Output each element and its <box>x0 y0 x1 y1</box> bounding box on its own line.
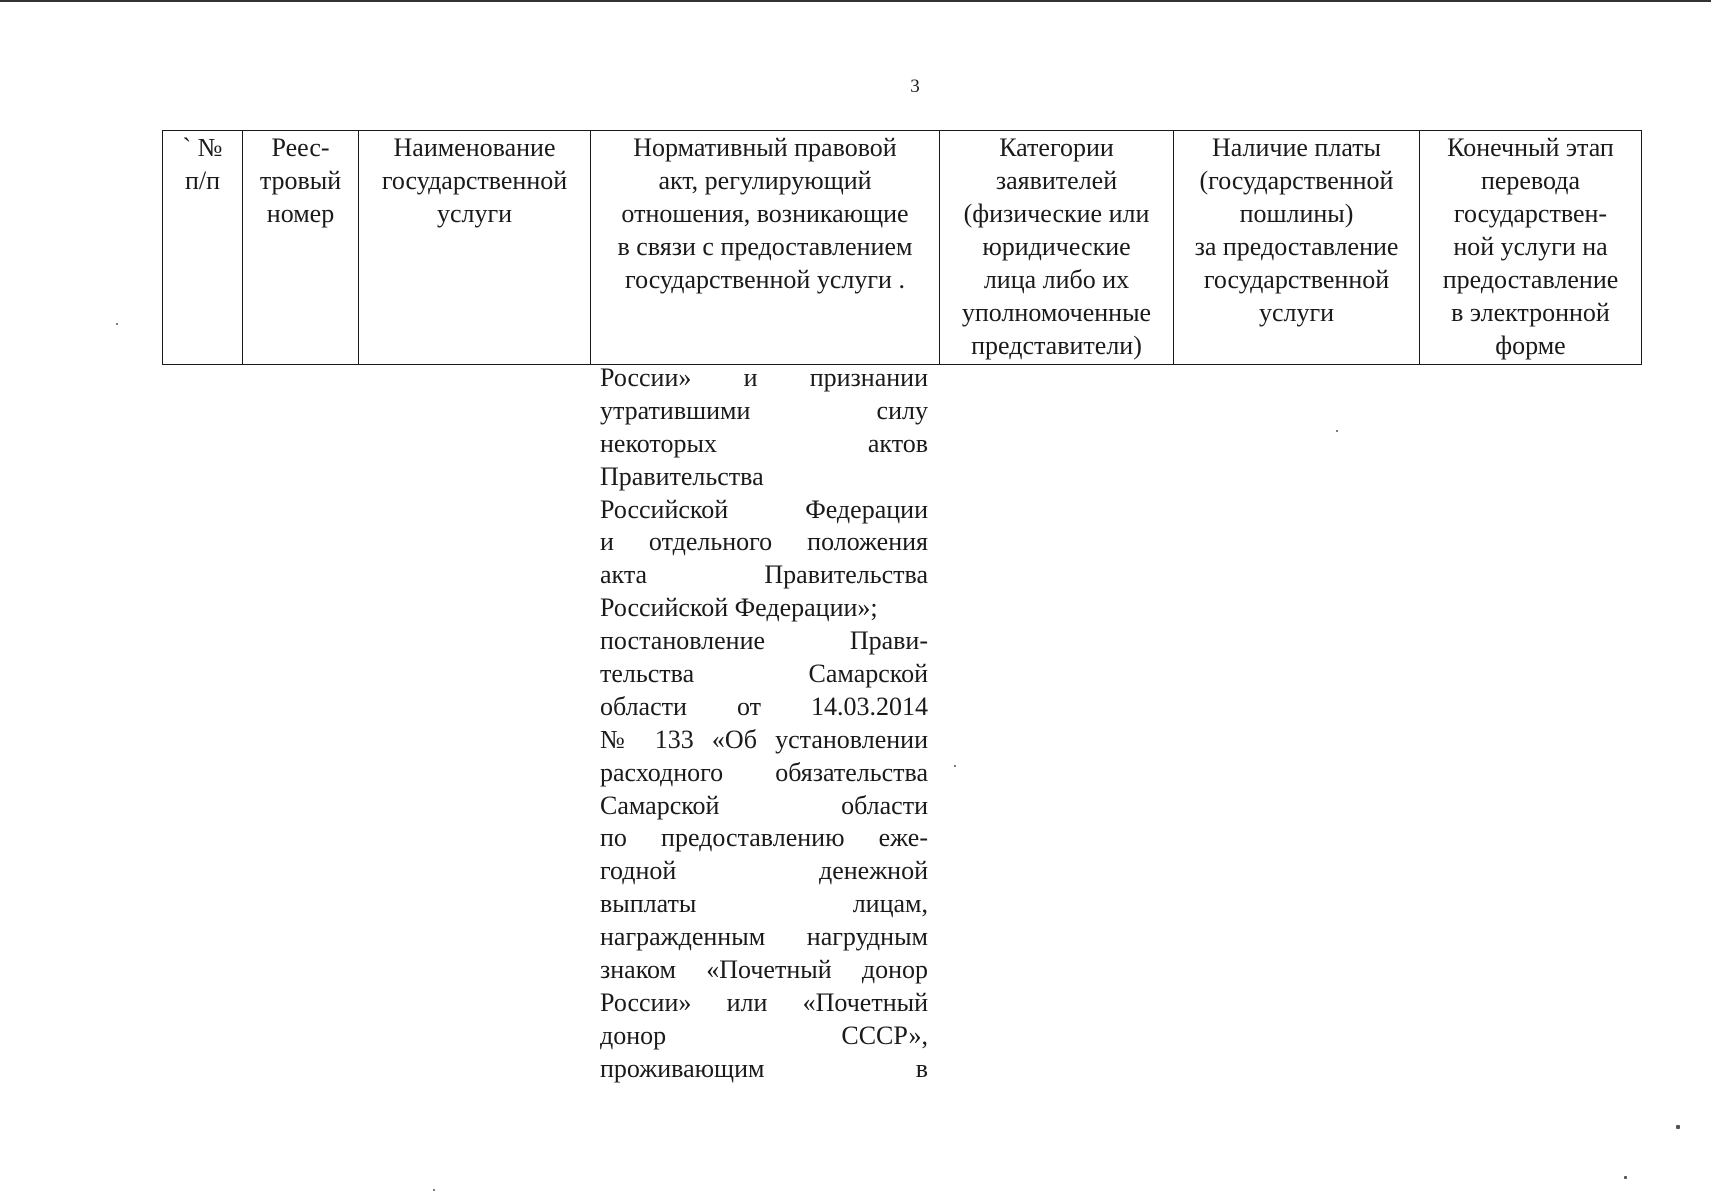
text-line: расходного обязательства <box>600 757 928 787</box>
table-header-row <box>163 131 1642 365</box>
services-table-header <box>162 130 1642 365</box>
text-line: выплаты лицам, <box>600 889 928 919</box>
header-cell-legal-act: Нормативный правовой акт, регулирующий отношения, возникающие в связи с предоставлением государственной услуги . <box>591 131 940 365</box>
scan-speck <box>1336 430 1338 432</box>
header-cell-service-name: Наименование государственной услуги <box>359 131 591 365</box>
scan-speck <box>1676 1125 1680 1129</box>
text-line: Российской Федерации <box>600 494 928 524</box>
page-number: 3 <box>910 76 920 97</box>
text-line: Правительства <box>600 461 764 491</box>
text-line: награжденным нагрудным <box>600 922 928 952</box>
text-line: некоторых актов <box>600 428 928 458</box>
text-line: акта Правительства <box>600 560 928 590</box>
text-line: знаком «Почетный донор <box>600 955 928 985</box>
header-cell-registry-number: Реес- тровый номер <box>243 131 359 365</box>
text-line: постановление Прави- <box>600 626 928 656</box>
text-line: № 133 «Об установлении <box>600 724 928 754</box>
scan-speck <box>116 323 118 325</box>
text-line: Российской Федерации»; <box>600 593 878 623</box>
header-cell-applicant-categories: Категории заявителей (физические или юридические лица либо их уполномоченные представители) <box>940 131 1174 365</box>
text-line: России» и признании <box>600 363 928 392</box>
text-line: утратившими силу <box>600 395 928 425</box>
text-line: годной денежной <box>600 856 928 886</box>
text-line: Самарской области <box>600 790 928 820</box>
header-cell-number: ` № п/п <box>163 131 243 365</box>
text-line: проживающим в <box>600 1053 928 1083</box>
scan-speck <box>1624 1176 1627 1179</box>
legal-act-continuation <box>600 362 928 1086</box>
text-line: донор СССР», <box>600 1020 928 1050</box>
text-line: России» или «Почетный <box>600 987 928 1017</box>
text-line: и отдельного положения <box>600 527 928 557</box>
scan-speck <box>433 1189 435 1191</box>
text-line: области от 14.03.2014 <box>600 691 928 721</box>
header-cell-final-stage: Конечный этап перевода государствен- ной услуги на предоставление в электронной форме <box>1420 131 1642 365</box>
header-cell-fee: Наличие платы (государственной пошлины) за предоставление государственной услуги <box>1174 131 1420 365</box>
scan-top-edge <box>0 0 1711 2</box>
text-line: тельства Самарской <box>600 659 928 689</box>
scan-speck <box>954 765 956 767</box>
text-line: по предоставлению еже- <box>600 823 928 853</box>
